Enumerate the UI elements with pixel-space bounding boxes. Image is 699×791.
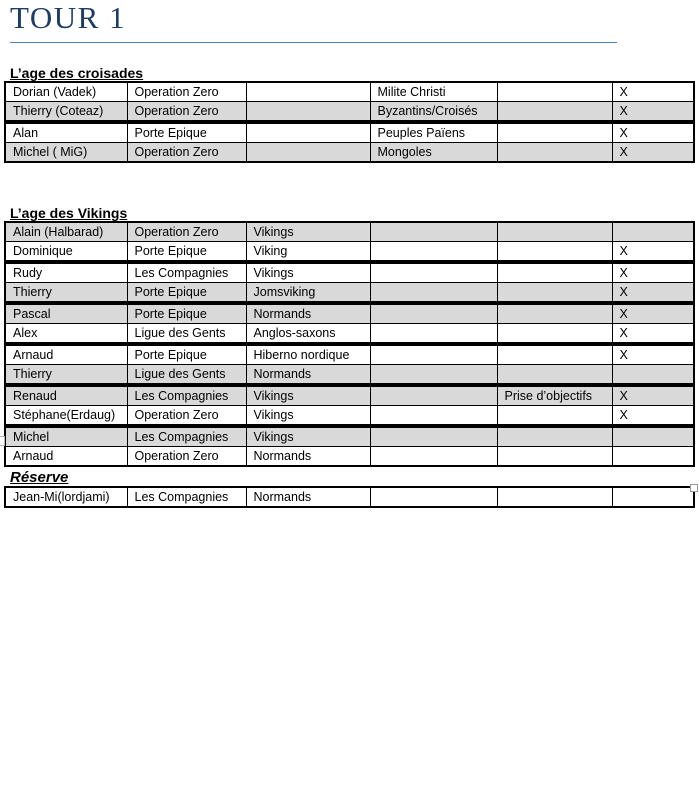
- table-cell: Mongoles: [370, 143, 497, 163]
- table-cell: Operation Zero: [127, 406, 246, 426]
- table-cell: Jean-Mi(lordjami): [5, 487, 127, 507]
- table-cell: [497, 222, 612, 242]
- table-cell: Operation Zero: [127, 222, 246, 242]
- table-croisades-2: [4, 122, 695, 163]
- table-cell: X: [612, 242, 694, 262]
- table-cell: Thierry: [5, 283, 127, 303]
- table-row: [5, 102, 694, 122]
- table-cell: X: [612, 263, 694, 283]
- table-cell: Thierry (Coteaz): [5, 102, 127, 122]
- table-cell: Alain (Halbarad): [5, 222, 127, 242]
- table-cell: X: [612, 82, 694, 102]
- table-reserve-1: [4, 486, 695, 508]
- table-cell: [370, 263, 497, 283]
- table-cell: Peuples Païens: [370, 123, 497, 143]
- table-cell: [612, 365, 694, 385]
- table-cell: X: [612, 143, 694, 163]
- table-cell: Porte Epique: [127, 242, 246, 262]
- table-vikings-5: [4, 385, 695, 426]
- table-row: [5, 487, 694, 507]
- section-heading-reserve: Réserve: [10, 469, 69, 486]
- table-cell: Vikings: [246, 222, 370, 242]
- table-cell: Ligue des Gents: [127, 324, 246, 344]
- table-cell: Dorian (Vadek): [5, 82, 127, 102]
- table-cell: Alex: [5, 324, 127, 344]
- table-cell: [497, 263, 612, 283]
- table-cell: Normands: [246, 365, 370, 385]
- table-cell: Arnaud: [5, 447, 127, 467]
- table-vikings-3: [4, 303, 695, 344]
- table-cell: [370, 242, 497, 262]
- table-cell: [246, 143, 370, 163]
- table-vikings-2: [4, 262, 695, 303]
- table-vikings-4: [4, 344, 695, 385]
- table-cell: [612, 427, 694, 447]
- table-cell: Renaud: [5, 386, 127, 406]
- table-cell: Arnaud: [5, 345, 127, 365]
- table-row: [5, 406, 694, 426]
- table-cell: Anglos-saxons: [246, 324, 370, 344]
- table-cell: [497, 345, 612, 365]
- table-cell: X: [612, 386, 694, 406]
- table-cell: Prise d’objectifs: [497, 386, 612, 406]
- table-row: [5, 427, 694, 447]
- table-cell: X: [612, 283, 694, 303]
- table-cell: [370, 386, 497, 406]
- table-cell: [497, 82, 612, 102]
- table-cell: X: [612, 123, 694, 143]
- table-cell: [370, 283, 497, 303]
- table-cell: Vikings: [246, 406, 370, 426]
- table-cell: [370, 324, 497, 344]
- table-cell: Michel: [5, 427, 127, 447]
- table-cell: X: [612, 304, 694, 324]
- table-row: [5, 324, 694, 344]
- table-cell: Les Compagnies: [127, 487, 246, 507]
- table-cell: X: [612, 406, 694, 426]
- table-row: [5, 242, 694, 262]
- table-cell: X: [612, 324, 694, 344]
- table-cell: [497, 242, 612, 262]
- table-cell: Porte Epique: [127, 304, 246, 324]
- table-cell: Operation Zero: [127, 102, 246, 122]
- table-cell: Les Compagnies: [127, 427, 246, 447]
- table-cell: Byzantins/Croisés: [370, 102, 497, 122]
- table-cell: Porte Epique: [127, 283, 246, 303]
- section-heading-vikings: L’age des Vikings: [10, 205, 128, 221]
- table-cell: [246, 82, 370, 102]
- table-cell: Ligue des Gents: [127, 365, 246, 385]
- table-cell: [370, 447, 497, 467]
- table-row: [5, 143, 694, 163]
- table-cell: Michel ( MiG): [5, 143, 127, 163]
- table-croisades-1: [4, 81, 695, 122]
- table-cell: Jomsviking: [246, 283, 370, 303]
- table-cell: [612, 222, 694, 242]
- table-cell: Operation Zero: [127, 447, 246, 467]
- table-cell: Thierry: [5, 365, 127, 385]
- table-cell: Operation Zero: [127, 82, 246, 102]
- table-cell: [370, 304, 497, 324]
- table-cell: [497, 143, 612, 163]
- table-cell: [370, 406, 497, 426]
- table-row: [5, 283, 694, 303]
- table-cell: [370, 427, 497, 447]
- table-cell: [497, 102, 612, 122]
- table-cell: Dominique: [5, 242, 127, 262]
- table-cell: Normands: [246, 304, 370, 324]
- table-cell: [497, 324, 612, 344]
- table-cell: Viking: [246, 242, 370, 262]
- table-cell: [497, 447, 612, 467]
- table-row: [5, 82, 694, 102]
- table-cell: Pascal: [5, 304, 127, 324]
- table-row: [5, 304, 694, 324]
- table-row: [5, 345, 694, 365]
- table-cell: Vikings: [246, 386, 370, 406]
- table-cell: Normands: [246, 447, 370, 467]
- table-cell: [497, 487, 612, 507]
- table-cell: [497, 283, 612, 303]
- table-cell: [370, 487, 497, 507]
- table-cell: [246, 123, 370, 143]
- table-cell: Porte Epique: [127, 345, 246, 365]
- table-cell: [370, 345, 497, 365]
- table-cell: [497, 123, 612, 143]
- table-cell: [497, 304, 612, 324]
- table-cell: X: [612, 345, 694, 365]
- table-cell: Vikings: [246, 263, 370, 283]
- table-row: [5, 447, 694, 467]
- section-heading-croisades: L’age des croisades: [10, 65, 144, 81]
- table-row: [5, 386, 694, 406]
- table-anchor-artifact: [0, 436, 5, 446]
- table-row: [5, 123, 694, 143]
- table-cell: Normands: [246, 487, 370, 507]
- table-resize-handle[interactable]: [690, 484, 698, 492]
- table-cell: X: [612, 102, 694, 122]
- table-cell: [370, 365, 497, 385]
- table-cell: [497, 427, 612, 447]
- table-cell: Porte Epique: [127, 123, 246, 143]
- table-cell: Milite Christi: [370, 82, 497, 102]
- table-vikings-1: [4, 221, 695, 262]
- table-cell: Operation Zero: [127, 143, 246, 163]
- title-rule: [10, 42, 617, 43]
- page-title: TOUR 1: [10, 0, 127, 35]
- table-row: [5, 365, 694, 385]
- table-row: [5, 222, 694, 242]
- table-cell: [612, 487, 694, 507]
- table-cell: Hiberno nordique: [246, 345, 370, 365]
- table-cell: [612, 447, 694, 467]
- table-cell: [246, 102, 370, 122]
- table-cell: Rudy: [5, 263, 127, 283]
- table-cell: [370, 222, 497, 242]
- table-cell: Vikings: [246, 427, 370, 447]
- table-row: [5, 263, 694, 283]
- table-cell: Les Compagnies: [127, 263, 246, 283]
- table-cell: Alan: [5, 123, 127, 143]
- table-cell: Les Compagnies: [127, 386, 246, 406]
- table-vikings-6: [4, 426, 695, 467]
- table-cell: [497, 406, 612, 426]
- table-cell: [497, 365, 612, 385]
- table-cell: Stéphane(Erdaug): [5, 406, 127, 426]
